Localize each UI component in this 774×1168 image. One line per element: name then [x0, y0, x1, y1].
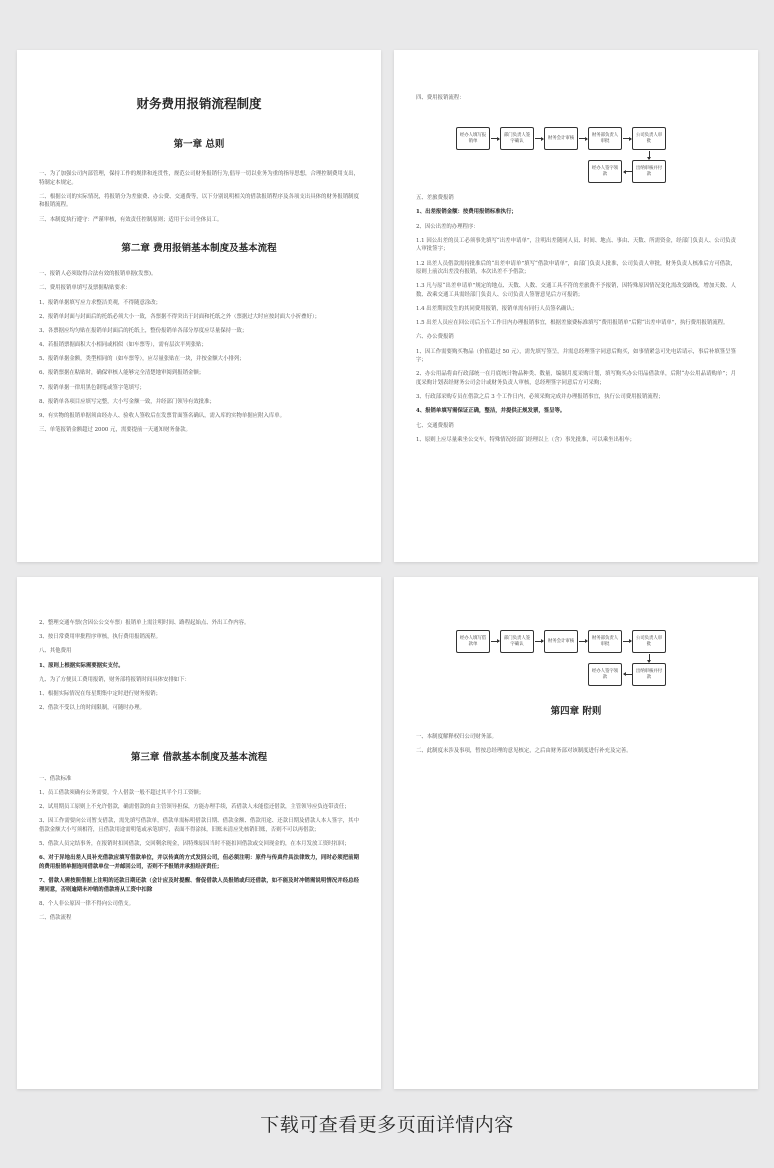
paragraph: 5、借款人员完结事务，在报销时扣回借款，交回剩余现金，因特殊原因当时不能扣回借款或交回现金的，在本月发放工资时扣回； — [39, 841, 350, 848]
paragraph: 一、报销人必须取得合法有效的报销单据(发票)。 — [39, 271, 157, 278]
paragraph: 1、根据实际情况在每星期集中定时进行财务报销； — [39, 690, 162, 697]
flow-node: 财务部负责人审批 — [588, 630, 622, 653]
flow-arrow — [624, 171, 632, 172]
paragraph: 六、办公费报销 — [416, 334, 454, 341]
chapter-1-heading: 第一章 总则 — [173, 139, 225, 150]
flow-arrow — [649, 151, 650, 159]
paragraph: 6、对于异地出差人员补充借款应填写借款单位，并以传真的方式发回公司，但必须注明：原件与传真件具法律效力，同时必须把前期的费用报销单据连同借款单位一并邮回公司，否则不予报销并承担经济责任； — [39, 855, 359, 870]
document-page-2 — [394, 50, 758, 562]
paragraph: 8、个人非公原因一律不得向公司借支。 — [39, 900, 135, 907]
paragraph: 6、报销票据在粘贴时，确保审核人能够完全清楚地审阅到报销金额； — [39, 370, 205, 377]
paragraph: 二、此制度未涉及事项，暂按总经理的意见核定，之后由财务部对该制度进行补充及完善。 — [416, 748, 632, 755]
flow-arrow — [535, 641, 543, 642]
paragraph: 1.2 出差人员借款需持批准后的“出差申请单”填写“借款申请单”，由部门负责人批准，公司负责人审批，财务负责人核准后方可借款，原则上前次出差没有报销，本次出差不予借款； — [416, 260, 736, 276]
flow-node: 出纳审核并付款 — [632, 663, 666, 686]
flow-arrow — [535, 138, 543, 139]
flow-arrow — [649, 654, 650, 662]
paragraph: 1、原则上应尽量乘坐公交车，特殊情况经部门经理以上（含）事先批准，可以乘坐出租车； — [416, 436, 636, 443]
paragraph: 1、报销单据填写应力求整洁美观，不得随意涂改； — [39, 299, 162, 306]
page-2-body — [416, 194, 736, 444]
flow-node: 经办人填写报销单 — [456, 127, 490, 150]
paragraph: 五、差旅费报销 — [416, 195, 454, 202]
paragraph: 8、报销单各项目应填写完整，大小写金额一致，并经部门领导有效批准； — [39, 398, 215, 405]
flow-arrow — [491, 138, 499, 139]
flow-node: 部门负责人签字确认 — [500, 127, 534, 150]
paragraph: 2、试用期员工原则上不允许借款，确需借款的由主管领导担保，方能办理手续，若借款人未能偿还借款，主管领导应负连带责任； — [39, 804, 350, 811]
paragraph: 5、报销单据金额，类型相同的（如车票等），应尽量张贴在一块，并按金额大小排列； — [39, 356, 245, 363]
expense-flowchart — [416, 108, 736, 177]
flow-node: 出纳审核并付款 — [632, 160, 666, 183]
paragraph: 1.4 出差期间发生的其同费用报销，报销单需有同行人员签名确认； — [416, 306, 578, 313]
paragraph: 2、办公用品将由行政部统一在月底统计物品种类、数量，编制月度采购计划，填写购买办公用品借款单，后附“办公用品请购单”；月度采购计划表经财务公司会计或财务负责人审核，总经理签字同意后方可采购； — [416, 371, 736, 387]
document-page-4 — [394, 577, 758, 1089]
flow-arrow — [579, 138, 587, 139]
paragraph: 7、借款人需按照借据上注明的还款日期还款（会计应及时提醒、督促借款人员报销或归还借款，如不能及时冲销需说明情况并经总经理同意，否则逾期未冲销的借款将从工资中扣除 — [39, 878, 359, 893]
paragraph: 4、若报销票据面积大小相同或相似（如车票等），需有层次平列张贴； — [39, 342, 207, 349]
paragraph: 一、本制度解释权归公司财务部。 — [416, 734, 497, 740]
flow-arrow — [623, 138, 631, 139]
paragraph: 二、借款流程 — [39, 915, 72, 921]
paragraph: 2、整理交通车票(含因公公交车票）报销单上需注明时间、路程起始点、外出工作内容。 — [39, 620, 250, 626]
flow-arrow — [624, 674, 632, 675]
chapter-4-heading: 第四章 附则 — [550, 706, 602, 717]
paragraph: 1、员工借款须确有公务需要，个人借款一般不超过其半个月工资额； — [39, 789, 205, 796]
paragraph: 2、因公出差的办理程序： — [416, 223, 479, 230]
chapter-1-body — [39, 170, 359, 224]
paragraph: 1.1 因公出差的员工必须事先填写“出差申请单”，注明出差随同人员、时间、地点、事由、天数、所需资金，经部门负责人、公司负责人审批签字； — [416, 237, 736, 253]
paragraph: 一、为了加强公司内部管理，保持工作的规律和连贯性，规范公司财务报销行为,倡导一切以业务为重的指导思想，合理控制费用支出，特制定本规定。 — [39, 171, 359, 186]
loan-flowchart — [416, 625, 736, 687]
document-title: 财务费用报销流程制度 — [136, 96, 262, 111]
paragraph: 二、费用报销单填写及票据粘贴要求： — [39, 285, 131, 292]
paragraph: 七、交通费报销 — [416, 422, 454, 429]
download-more-banner[interactable]: 下载可查看更多页面详情内容 — [260, 1114, 514, 1136]
flow-node: 财务会计审核 — [544, 630, 578, 653]
paragraph: 八、其他费用 — [39, 648, 72, 655]
flow-node: 财务部负责人审批 — [588, 127, 622, 150]
flow-arrow — [579, 641, 587, 642]
page-3-top-body — [39, 619, 359, 713]
document-page-3 — [17, 577, 381, 1089]
paragraph: 二、根据公司的实际情况，将报销分为差旅费、办公费、交通费等，以下分别说明相关的借款报销程序及各项支出具体的财务报销制度和报销流程。 — [39, 193, 359, 209]
flow-arrow — [491, 641, 499, 642]
paragraph: 2、报销单封面与封面后的托纸必须大小一致，各票据不得突出于封面和托纸之外（票据过大时应按封面大小折叠好）； — [39, 313, 321, 320]
paragraph: 3、因工作需要向公司暂支借款，需先填写借款单，借款单需标明借款日期、借款金额、借款用途、还款日期及借款人本人签字，其中借款金额大小写须相符，且借款用途需明笔或承笔填写，表面不得涂抹，旧账未清应先核销旧账，否则不可以再借款； — [39, 818, 359, 833]
page-4-body — [416, 733, 736, 756]
paragraph: 1、原则上根据实际需要据实支付。 — [39, 662, 124, 669]
page-3-bottom-body — [39, 775, 359, 923]
chapter-3-heading: 第三章 借款基本制度及基本流程 — [130, 751, 268, 763]
paragraph: 1、出差报销金额：按费用报销标准执行； — [416, 209, 517, 216]
paragraph: 一、借款标准 — [39, 775, 72, 782]
flow-node: 公司负责人审批 — [632, 630, 666, 653]
paragraph: 九、为了方便员工费用报销，财务部将报销时间具体安排如下： — [39, 676, 190, 683]
paragraph: 4、报销单填写需保证正确，整洁，并提供正规发票，签呈等。 — [416, 408, 566, 415]
flow-node: 经办人填写借款单 — [456, 630, 490, 653]
flow-node: 公司负责人审批 — [632, 127, 666, 150]
paragraph: 三、本制度执行遵守：严谨审核，有效责任控制原则；适用于公司全体员工。 — [39, 216, 223, 223]
flow-section-label: 四、费用报销流程： — [416, 95, 465, 101]
flow-arrow — [623, 641, 631, 642]
paragraph: 三、单笔报销金额超过 2000 元，需要提前一天通知财务备款。 — [39, 427, 191, 434]
paragraph: 1.5 出差人员应在回公司后五个工作日内办理报销事宜，根据差旅费标准填写“费用报销单”后附“出差申请单”，执行费用报销流程。 — [416, 320, 729, 327]
paragraph: 9、有实物的报销单据须由经办人、验收人签收后在发票背面签名确认，需入库的实物单据应附入库单。 — [39, 413, 286, 420]
paragraph: 7、报销单据一律用黑色钢笔或签字笔填写； — [39, 384, 145, 391]
flow-node: 经办人签字领款 — [588, 160, 622, 183]
paragraph: 1、因工作需要购买物品（价值超过 50 元），需先填写签呈，并需总经理签字同意后购买，如事情紧急可先电话请示，事后补填签呈签字； — [416, 348, 736, 364]
document-page-1 — [17, 50, 381, 562]
paragraph: 2、借款不受以上的时间限制，可随时办理。 — [39, 705, 145, 712]
flow-node: 部门负责人签字确认 — [500, 630, 534, 653]
chapter-2-body — [39, 270, 359, 435]
flow-node: 财务会计审核 — [544, 127, 578, 150]
flow-node: 经办人签字领款 — [588, 663, 622, 686]
paragraph: 3、行政部采购专员在借款之后 3 个工作日内，必须采购完成并办理报销事宜，执行公司费用报销流程； — [416, 394, 664, 401]
paragraph: 3、各票据应均匀贴在报销单封面后的托纸上，整份报销单各部分厚度应尽量保持一致； — [39, 327, 248, 334]
chapter-2-heading: 第二章 费用报销基本制度及基本流程 — [121, 243, 277, 255]
paragraph: 3、按日常费用审批程序审核，执行费用报销流程。 — [39, 634, 162, 641]
paragraph: 1.3 凡与原“出差申请单”规定的地点、天数、人数、交通工具不符的差旅费不予报销，因特殊原因情况变化需改变路线，增加天数、人数、改乘交通工具需经部门负责人、公司负责人签署意见后方可报销； — [416, 283, 736, 298]
